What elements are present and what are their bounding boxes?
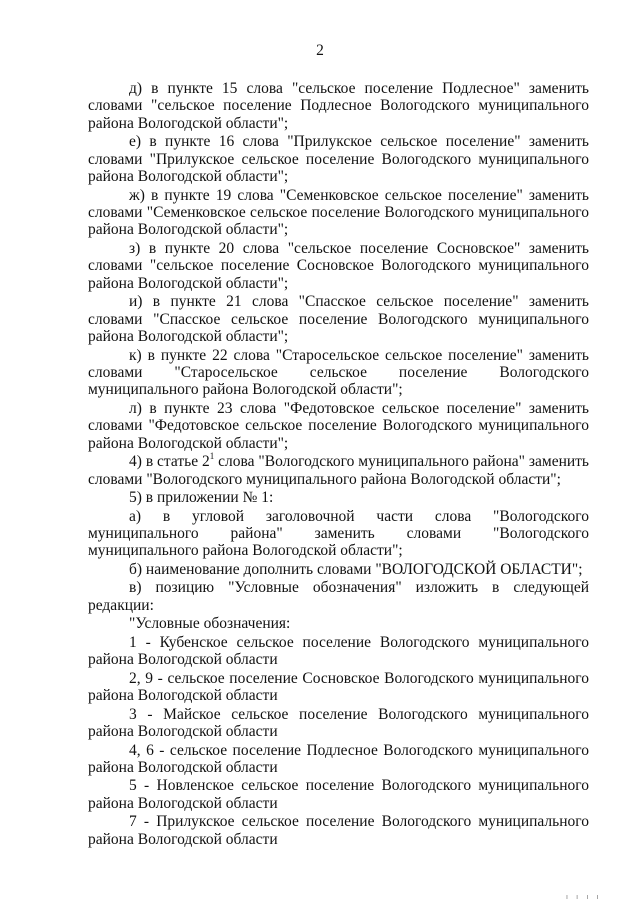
article-item-4-suffix: слова "Вологодского муниципального района" заменить словами "Вологодского муниципального района Вологодской области"; (88, 453, 589, 488)
legend-entry: 4, 6 - сельское поселение Подлесное Вологодского муниципального района Вологодской области (88, 741, 589, 776)
legend-entry: 2, 9 - сельское поселение Сосновское Вологодского муниципального района Вологодской области (88, 669, 589, 705)
amendment-item-d: д) в пункте 15 слова "сельское поселение Подлесное" заменить словами "сельское поселение Подлесное Вологодского муниципального района Вологодской области"; (88, 80, 589, 132)
annex-item-5: 5) в приложении № 1: (129, 489, 274, 507)
annex-subitem-b: б) наименование дополнить словами "ВОЛОГОДСКОЙ ОБЛАСТИ"; (129, 560, 583, 578)
amendment-item-l: л) в пункте 23 слова "Федотовское сельское поселение" заменить словами "Федотовское сельское поселение Вологодского муниципального района Вологодской области"; (88, 399, 589, 452)
article-item-4-prefix: 4) в статье 2 (129, 453, 210, 471)
legend-entry: 5 - Новленское сельское поселение Вологодского муниципального района Вологодской области (88, 777, 589, 812)
amendment-item-zh: ж) в пункте 19 слова "Семенковское сельское поселение" заменить словами "Семенковское сельское поселение Вологодского муниципального района Вологодской области"; (88, 186, 589, 239)
scan-marks: ı ı ı ı (566, 893, 602, 901)
annex-subitem-a: а) в угловой заголовочной части слова "Вологодского муниципального района" заменить словами "Вологодского муниципального района Вологодской области"; (88, 507, 589, 560)
annex-subitem-v: в) позицию "Условные обозначения" изложить в следующей редакции: (88, 579, 589, 614)
legend-entry: 7 - Прилукское сельское поселение Вологодского муниципального района Вологодской области (88, 813, 589, 848)
amendment-item-e: е) в пункте 16 слова "Прилукское сельское поселение" заменить словами "Прилукское сельское поселение Вологодского муниципального района Вологодской области"; (88, 133, 589, 186)
legend-entry: 1 - Кубенское сельское поселение Вологодского муниципального района Вологодской области (88, 633, 589, 669)
article-item-4 (88, 453, 589, 488)
article-superscript: 1 (209, 451, 215, 462)
legend-entry: 3 - Майское сельское поселение Вологодского муниципального района Вологодской области (88, 705, 589, 741)
amendment-item-z: з) в пункте 20 слова "сельское поселение Сосновское" заменить словами "сельское поселение Сосновское Вологодского муниципального района Вологодской области"; (88, 239, 589, 292)
amendment-item-k: к) в пункте 22 слова "Старосельское сельское поселение" заменить словами "Старосельское сельское поселение Вологодского муниципального района Вологодской области"; (88, 346, 589, 399)
legend-heading: "Условные обозначения: (129, 615, 291, 633)
page-number: 2 (316, 42, 324, 59)
document-body (88, 80, 589, 849)
amendment-item-i: и) в пункте 21 слова "Спасское сельское поселение" заменить словами "Спасское сельское поселение Вологодского муниципального района Вологодской области"; (88, 293, 589, 346)
